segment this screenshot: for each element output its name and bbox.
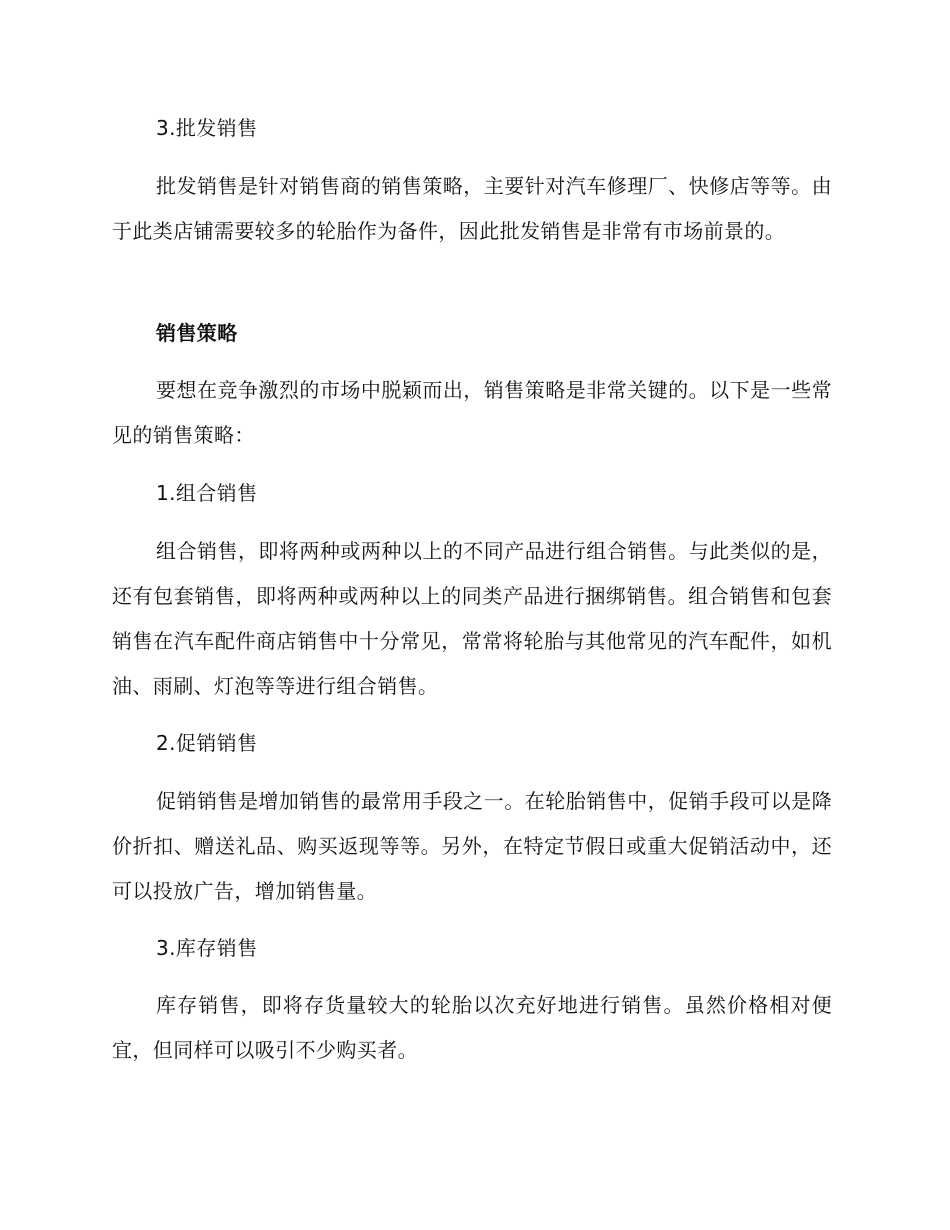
paragraph-wholesale: 批发销售是针对销售商的销售策略，主要针对汽车修理厂、快修店等等。由于此类店铺需要较多的轮胎作为备件，因此批发销售是非常有市场前景的。 [112,174,832,243]
section-title-wholesale: 3.批发销售 [156,116,258,140]
paragraph-stock-sales: 库存销售，即将存货量较大的轮胎以次充好地进行销售。虽然价格相对便宜，但同样可以吸引不少购买者。 [112,993,832,1062]
paragraph-promo-sales: 促销销售是增加销售的最常用手段之一。在轮胎销售中，促销手段可以是降价折扣、赠送礼品、购买返现等等。另外，在特定节假日或重大促销活动中，还可以投放广告，增加销售量。 [112,789,832,903]
section-title-stock-sales: 3.库存销售 [156,936,258,960]
section-title-combo-sales: 1.组合销售 [156,481,258,505]
paragraph-combo-sales: 组合销售，即将两种或两种以上的不同产品进行组合销售。与此类似的是，还有包套销售，即将两种或两种以上的同类产品进行捆绑销售。组合销售和包套销售在汽车配件商店销售中十分常见，常常将轮胎与其他常见的汽车配件，如机油、雨刷、灯泡等等进行组合销售。 [112,539,832,698]
paragraph-strategy-intro: 要想在竞争激烈的市场中脱颖而出，销售策略是非常关键的。以下是一些常见的销售策略： [112,378,832,447]
section-heading-sales-strategy: 销售策略 [156,321,238,345]
section-title-promo-sales: 2.促销销售 [156,731,258,755]
